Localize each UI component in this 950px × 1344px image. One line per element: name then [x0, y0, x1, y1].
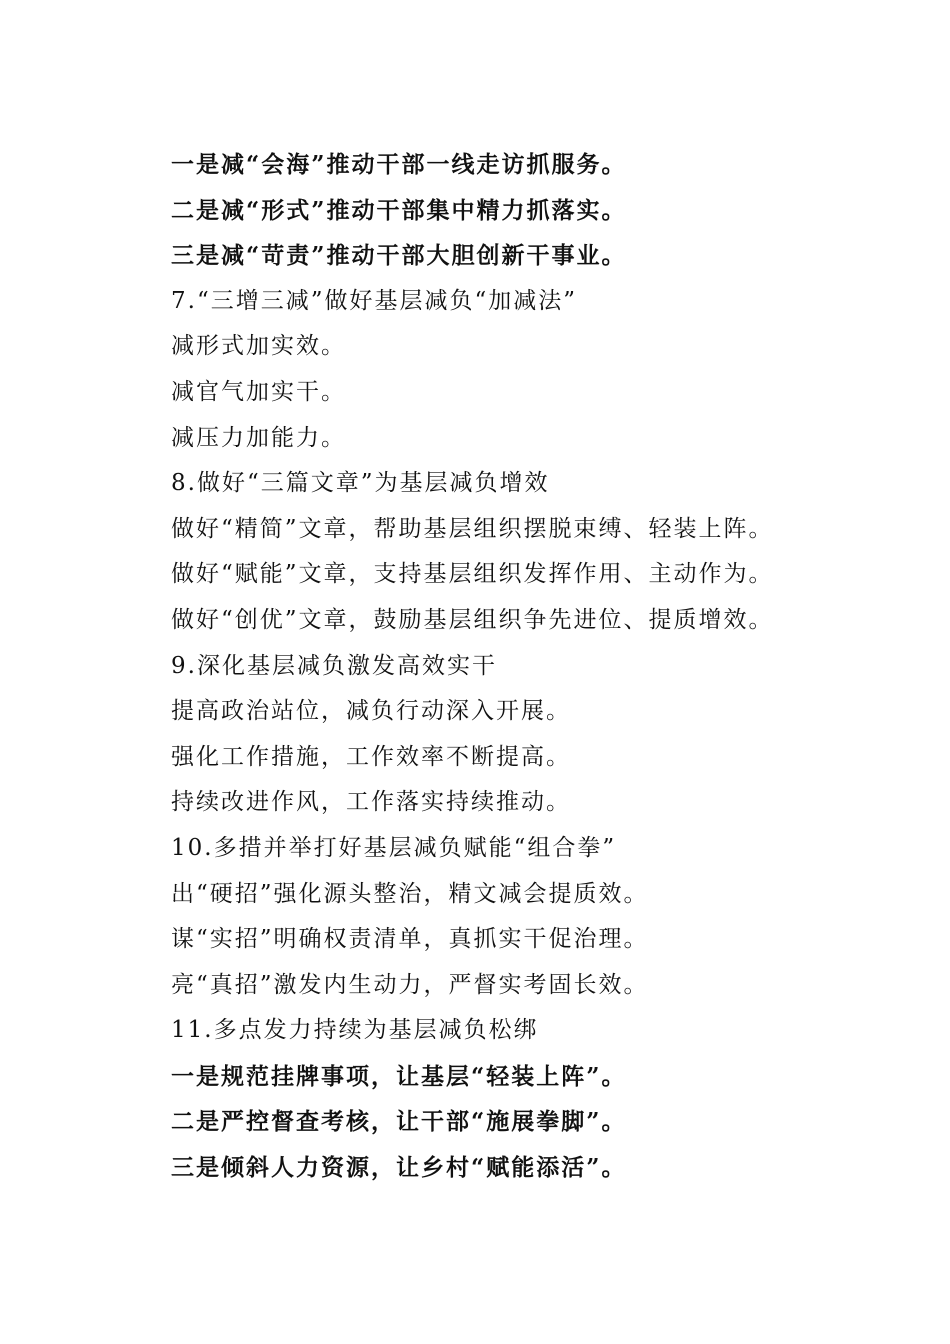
- section-heading: 9.深化基层减负激发高效实干: [171, 652, 497, 679]
- text-line: 一是减“会海”推动干部一线走访抓服务。: [171, 151, 627, 178]
- section-heading: 10.多措并举打好基层减负赋能“组合拳”: [171, 834, 617, 861]
- section-heading: 11.多点发力持续为基层减负松绑: [171, 1017, 539, 1044]
- section-heading: 7.“三增三减”做好基层减负“加减法”: [171, 287, 577, 314]
- document-body: [171, 142, 831, 1191]
- text-line: 减官气加实干。: [171, 378, 346, 405]
- text-line: 做好“赋能”文章，支持基层组织发挥作用、主动作为。: [171, 561, 774, 588]
- text-line: 亮“真招”激发内生动力，严督实考固长效。: [171, 971, 649, 998]
- text-line: 二是减“形式”推动干部集中精力抓落实。: [171, 196, 627, 224]
- text-line: 强化工作措施，工作效率不断提高。: [171, 743, 571, 770]
- text-line: 减压力加能力。: [171, 424, 346, 451]
- text-line: 三是减“苛责”推动干部大胆创新干事业。: [171, 242, 627, 270]
- text-line: 三是倾斜人力资源，让乡村“赋能添活”。: [171, 1154, 627, 1182]
- text-line: 减形式加实效。: [171, 333, 346, 360]
- text-line: 一是规范挂牌事项，让基层“轻装上阵”。: [171, 1062, 627, 1090]
- text-line: 出“硬招”强化源头整治，精文减会提质效。: [171, 880, 649, 907]
- text-line: 谋“实招”明确权责清单，真抓实干促治理。: [171, 926, 649, 953]
- text-line: 提高政治站位，减负行动深入开展。: [171, 698, 571, 725]
- text-line: 持续改进作风，工作落实持续推动。: [171, 789, 571, 816]
- text-line: 做好“创优”文章，鼓励基层组织争先进位、提质增效。: [171, 606, 774, 633]
- text-line: 做好“精简”文章，帮助基层组织摆脱束缚、轻装上阵。: [171, 515, 774, 542]
- text-line: 二是严控督查考核，让干部“施展拳脚”。: [171, 1108, 627, 1136]
- section-heading: 8.做好“三篇文章”为基层减负增效: [171, 470, 550, 497]
